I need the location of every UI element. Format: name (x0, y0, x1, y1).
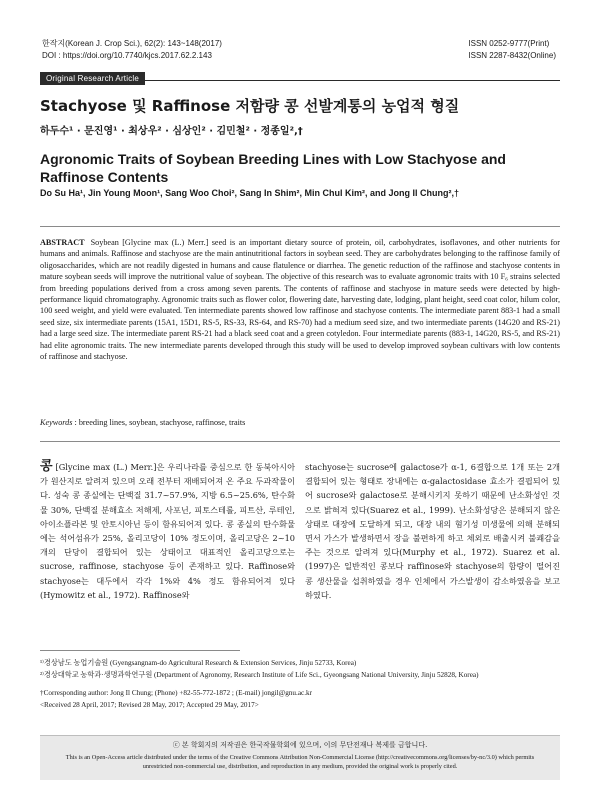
abstract-bottom-rule (40, 441, 560, 442)
keywords (40, 418, 245, 427)
issn-print: ISSN 0252-9777(Print) (468, 39, 550, 48)
abstract-label: ABSTRACT (40, 238, 85, 247)
title-english: Agronomic Traits of Soybean Breeding Lines with Low Stachyose and Raffinose Contents (40, 151, 506, 185)
title-korean: Stachyose 및 Raffinose 저함량 콩 선발계통의 농업적 형질 (40, 97, 460, 115)
footnotes (40, 658, 560, 712)
license-box (40, 735, 560, 780)
abstract (40, 237, 560, 362)
affiliation-2: ²⁾경상대학교 농학과·생명과학연구원 (Department of Agronomy, Research Institute of Life Sci., Gyeongsang National University, Jinju 52828, Korea) (40, 671, 479, 679)
body-right-text: stachyose는 sucrose에 galactose가 α-1, 6결합으로 1개 또는 2개 결합되어 있는 형태로 장내에는 α-galactosidase 효소가 결핍되어 있어 sucrose와 galactose로 분해시키지 못하기 때문에 난소화성인 것으로 밝혀져 있다(Suarez et al., 1999). 난소화성당은 분해되지 않은 상태로 대장에 도달하게 되고, 대장 내의 혐기성 미생물에 의해 분해되면서 가스가 발생하면서 장을 불편하게 하고 체외로 배출시켜 불쾌감을 주는 것으로 알려져 있다(Murphy et al., 1972). Suarez et al. (1997)은 일반적인 콩보다 raffinose와 stachyose의 함량이 떨어진 콩 생산물을 섭취하였을 경우 인체에서 가스발생이 감소하였음을 보고하였다. (305, 462, 560, 600)
journal-header (42, 38, 222, 62)
doi-link[interactable]: DOI : https://doi.org/10.7740/kjcs.2017.62.2.143 (42, 51, 212, 60)
received-dates: <Received 28 April, 2017; Revised 28 May, 2017; Accepted 29 May, 2017> (40, 701, 259, 709)
keywords-text: : breeding lines, soybean, stachyose, raffinose, traits (74, 418, 246, 427)
body-left-text: [Glycine max (L.) Merr.]은 우리나라를 중심으로 한 동북아시아가 원산지로 알려져 있으며 오래 전부터 재배되어져 온 주요 두과작물이다. 성숙 콩 종실에는 단백질 31.7~57.9%, 지방 6.5~25.6%, 탄수화물 30%, 단백질 분해효소 저해제, 사포닌, 피토스테롤, 피트산, 루테인, 아이소플라본 및 안토시아닌 등이 함유되어져 있다. 콩 종실의 탄수화물에는 석어섬유가 25%, 올리고당이 10% 정도이며, 올리고당은 2~10개의 단당이 결합되어 있는 상태이고 대표적인 올리고당으로는 sucrose, raffinose, stachyose 등이 존재하고 있다. Raffinose와 stachyose는 대두에서 각각 1%와 4% 정도 함유되어져 있다(Hymowitz et al., 1972). Raffinose와 (40, 462, 295, 600)
article-type-badge: Original Research Article (40, 72, 145, 85)
affiliation-1: ¹⁾경상남도 농업기술원 (Gyengsangnam-do Agricultural Research & Extension Services, Jinju 52733, Korea) (40, 659, 357, 667)
abstract-text: Soybean [Glycine max (L.) Merr.] seed is an important dietary source of protein, oil, carbohydrates, isoflavones, and other nutrients for humans and animals. Raffinose and stachyose are the main antinutritional factors in soybean seed. They are carbohydrates belonging to the raffinose family of oligosaccharides, which are not readily digested in humans and cause flatulence or diarrhea. The genetic reduction of the raffinose and stachyose contents in mature soybean seeds will improve the nutritional value of soybean. The objective of this research was to evaluate agronomic traits with 10 F₆ strains selected from breeding populations derived from a cross among seven parents. The contents of raffinose and stachyose in mature seeds were detected by high-performance liquid chromatography. Agronomic traits such as flower color, flowering date, harvesting date, lodging, plant height, seed coat color, hilum color, 100 seed weight, and yield were evaluated. Ten intermediate parents showed low raffinose and stachyose contents. The intermediate parent 883-1 had a small seed size, six intermediate parents (15A1, 15D1, RS-5, RS-33, RS-64, and RS-70) had a medium seed size, and two intermediate parents (14G20 and RS-21) had a large seed size. The intermediate parent RS-21 had a black seed coat and a green cotyledon. Four intermediate parents (883-1, 14G20, RS-5, and RS-21) had elite agronomic traits. The new intermediate parents developed through this study will be used to develop improved soybean cultivars with low contents of raffinose and stachyose. (40, 238, 560, 362)
authors-english: Do Su Ha¹, Jin Young Moon¹, Sang Woo Choi², Sang In Shim², Min Chul Kim², and Jong Il Chung²,† (40, 188, 459, 198)
license-text: This is an Open-Access article distributed under the terms of the Creative Commons Attribution Non-Commercial License (http://creativecommons.org/licenses/by-nc/3.0) which permits unrestricted non-commercial use, distribution, and reproduction in any medium, provided the original work is properly cited. (65, 754, 535, 770)
abstract-top-rule (40, 226, 560, 227)
dropcap: 콩 (40, 459, 53, 474)
corresponding-author: †Corresponding author: Jong Il Chung; (Phone) +82-55-772-1872 ; (E-mail) jongil@gnu.ac.kr (40, 689, 312, 697)
footnote-rule (40, 650, 240, 651)
issn-block (468, 38, 556, 62)
copyright-korean: ⓒ 본 학회지의 저작권은 한국작물학회에 있으며, 이의 무단전재나 복제를 금합니다. (172, 741, 428, 749)
body-column-right (305, 460, 560, 602)
authors-korean: 하두수¹ · 문진영¹ · 최상우² · 심상인² · 김민철² · 정종일²,† (40, 126, 303, 137)
journal-citation: 한작지(Korean J. Crop Sci.), 62(2): 143~148(2017) (42, 39, 222, 48)
body-column-left (40, 460, 295, 602)
keywords-label: Keywords (40, 418, 73, 427)
issn-online: ISSN 2287-8432(Online) (468, 51, 556, 60)
